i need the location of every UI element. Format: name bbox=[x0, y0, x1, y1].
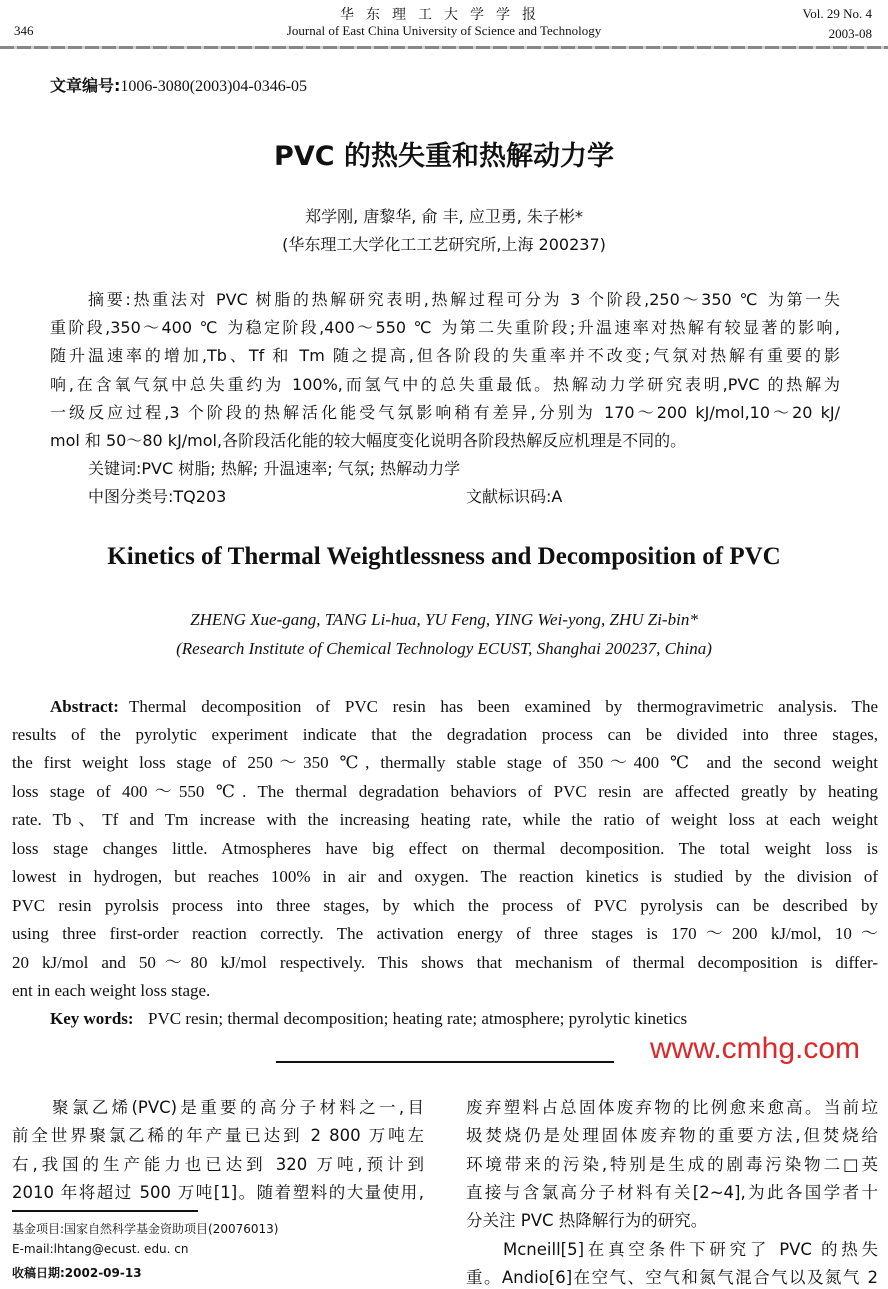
keywords-en-label: Key words: bbox=[50, 1009, 134, 1028]
abstract-cn-line: mol 和 50～80 kJ/mol,各阶段活化能的较大幅度变化说明各阶段热解反应机理是不同的。 bbox=[50, 431, 687, 450]
abstract-en-line: ent in each weight loss stage. bbox=[12, 981, 211, 1000]
abstract-en-line: 20 kJ/mol and 50～80 kJ/mol respectively. This shows that mechanism of thermal decomposition is differ- bbox=[12, 953, 878, 972]
footnote-rule bbox=[12, 1210, 198, 1212]
abstract-en-line: using three first-order reaction correctly. The activation energy of three stages is 170～200 kJ/mol, 10～ bbox=[12, 924, 878, 943]
body-line: 废弃塑料占总固体废弃物的比例愈来愈高。当前垃 bbox=[466, 1098, 878, 1117]
body-line: 前全世界聚氯乙稀的年产量已达到 2 800 万吨左 bbox=[12, 1126, 424, 1145]
body-line: 直接与含氯高分子材料有关[2~4],为此各国学者十 bbox=[466, 1183, 878, 1202]
volume: Vol. 29 No. 4 bbox=[802, 6, 872, 21]
abstract-en-label: Abstract: bbox=[50, 697, 119, 716]
header-rule bbox=[0, 46, 888, 49]
article-number bbox=[50, 73, 307, 96]
abstract-en-line: rate. Tb、Tf and Tm increase with the increasing heating rate, while the ratio of weight loss at each weight bbox=[12, 810, 878, 829]
footnote-email: E-mail:lhtang@ecust. edu. cn bbox=[12, 1242, 189, 1256]
title-en: Kinetics of Thermal Weightlessness and Decomposition of PVC bbox=[107, 543, 781, 570]
footnote-received: 收稿日期:2002-09-13 bbox=[12, 1266, 142, 1280]
volume-info bbox=[803, 4, 872, 44]
authors-en: ZHENG Xue-gang, TANG Li-hua, YU Feng, YING Wei-yong, ZHU Zi-bin* bbox=[190, 610, 698, 629]
class-number: 中图分类号:TQ203 bbox=[88, 487, 227, 506]
abstract-cn-line: 响,在含氧气氛中总失重约为 100%,而氢气中的总失重最低。热解动力学研究表明,PVC 的热解为 bbox=[50, 375, 840, 394]
body-line: 右,我国的生产能力也已达到 320 万吨,预计到 bbox=[12, 1155, 424, 1174]
abstract-en-line: results of the pyrolytic experiment indicate that the degradation process can be divided into three stages, bbox=[12, 725, 878, 744]
abstract-cn-line: 摘要:热重法对 PVC 树脂的热解研究表明,热解过程可分为 3 个阶段,250～350 ℃ 为第一失 bbox=[88, 290, 840, 309]
footnote-fund: 基金项目:国家自然科学基金资助项目(20076013) bbox=[12, 1222, 279, 1236]
abstract-cn-line: 一级反应过程,3 个阶段的热解活化能受气氛影响稍有差异,分别为 170～200 kJ/mol,10～20 kJ/ bbox=[50, 403, 840, 422]
abstract-en-line: Thermal decomposition of PVC resin has been examined by thermogravimetric analysis. The bbox=[129, 697, 878, 716]
watermark: www.cmhg.com bbox=[650, 1032, 861, 1065]
affiliation-cn: (华东理工大学化工工艺研究所,上海 200237) bbox=[282, 235, 606, 254]
abstract-en-line: the first weight loss stage of 250～350 ℃, thermally stable stage of 350～400 ℃ and the second weight bbox=[12, 753, 878, 772]
section-divider bbox=[276, 1061, 614, 1063]
keywords-en: PVC resin; thermal decomposition; heating rate; atmosphere; pyrolytic kinetics bbox=[148, 1009, 688, 1028]
abstract-cn-line: 随升温速率的增加,Tb、Tf 和 Tm 随之提高,但各阶段的失重率并不改变;气氛对热解有重要的影 bbox=[50, 346, 840, 365]
abstract-en-line: lowest in hydrogen, but reaches 100% in air and oxygen. The reaction kinetics is studied by the division of bbox=[12, 867, 878, 886]
body-line: 环境带来的污染,特别是生成的剧毒污染物二□英 bbox=[466, 1155, 878, 1174]
keywords-cn: 关键词:PVC 树脂; 热解; 升温速率; 气氛; 热解动力学 bbox=[88, 459, 461, 478]
body-line: 聚氯乙烯(PVC)是重要的高分子材料之一,目 bbox=[52, 1098, 424, 1117]
body-line: 重。Andio[6]在空气、空气和氮气混合气以及氮气 2 bbox=[466, 1268, 878, 1287]
article-number-value: 1006-3080(2003)04-0346-05 bbox=[120, 78, 308, 95]
page-number: 346 bbox=[14, 23, 34, 38]
abstract-cn-line: 重阶段,350～400 ℃ 为稳定阶段,400～550 ℃ 为第二失重阶段;升温速率对热解有较显著的影响, bbox=[50, 318, 840, 337]
issue-date: 2003-08 bbox=[828, 26, 872, 41]
body-line: 2010 年将超过 500 万吨[1]。随着塑料的大量使用, bbox=[12, 1183, 424, 1202]
body-line: 分关注 PVC 热降解行为的研究。 bbox=[466, 1211, 708, 1230]
document-code: 文献标识码:A bbox=[466, 487, 563, 506]
journal-name-en: Journal of East China University of Science and Technology bbox=[286, 23, 602, 38]
article-number-label: 文章编号: bbox=[50, 76, 121, 95]
abstract-en-line: loss stage of 400～550 ℃. The thermal degradation behaviors of PVC resin are affected greatly by heating bbox=[12, 782, 878, 801]
authors-cn: 郑学刚, 唐黎华, 俞 丰, 应卫勇, 朱子彬* bbox=[305, 207, 583, 226]
affiliation-en: (Research Institute of Chemical Technology ECUST, Shanghai 200237, China) bbox=[176, 639, 712, 658]
abstract-en-line: PVC resin pyrolsis process into three stages, by which the process of PVC pyrolysis can be described by bbox=[12, 896, 878, 915]
journal-name-cn: 华东理工大学学报 bbox=[340, 7, 548, 23]
body-line: Mcneill[5]在真空条件下研究了 PVC 的热失 bbox=[503, 1240, 878, 1259]
abstract-en-line: loss stage changes little. Atmospheres have big effect on thermal decomposition. The total weight loss is bbox=[12, 839, 878, 858]
body-line: 圾焚烧仍是处理固体废弃物的重要方法,但焚烧给 bbox=[466, 1126, 878, 1145]
title-cn: PVC 的热失重和热解动力学 bbox=[274, 141, 614, 172]
